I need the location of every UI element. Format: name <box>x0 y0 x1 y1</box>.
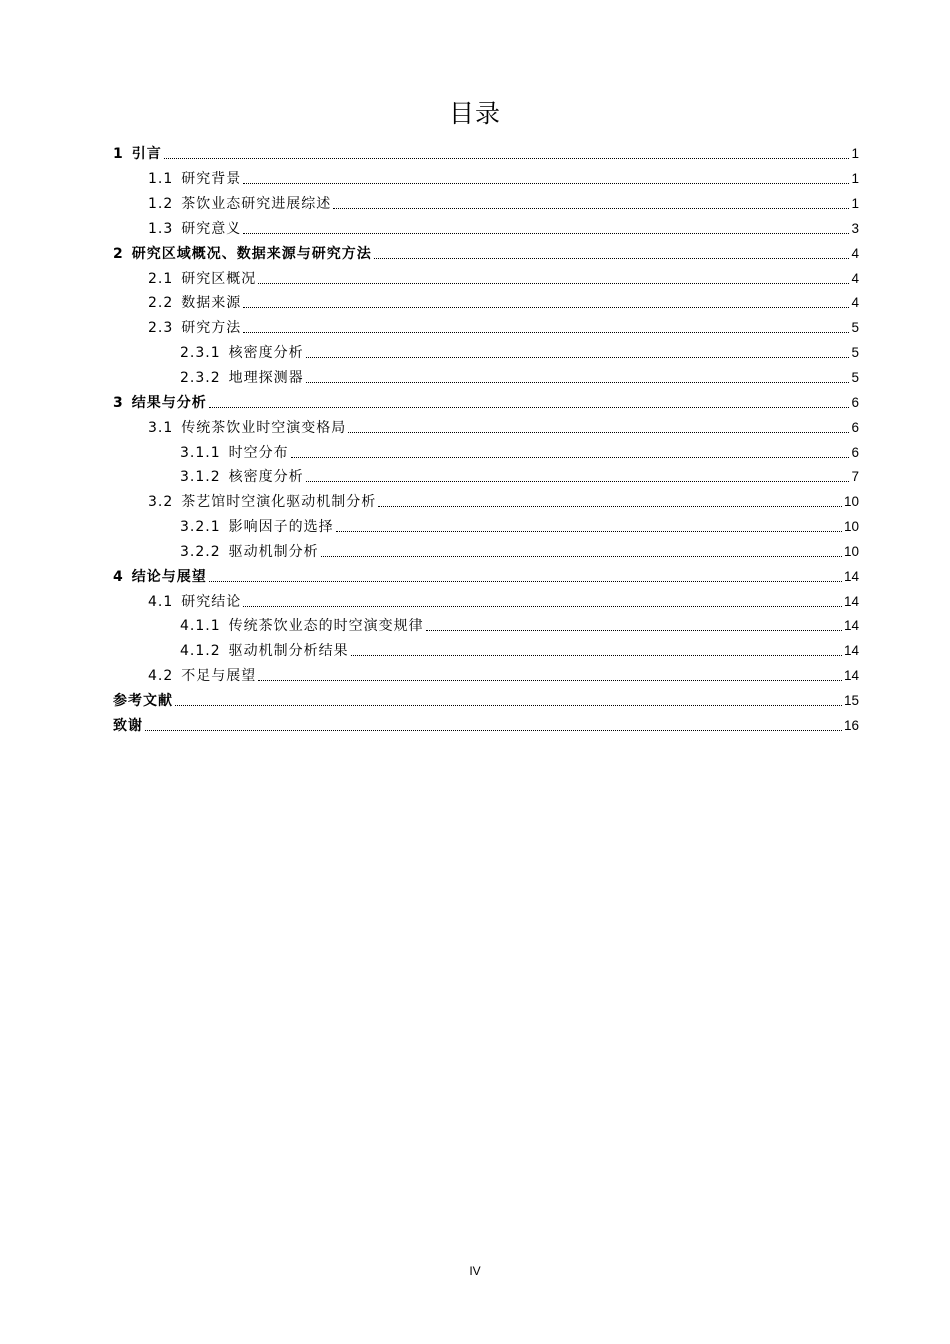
dot-leader <box>258 679 842 681</box>
toc-entry-number: 2 <box>113 245 123 262</box>
toc-entry-title: 结果与分析 <box>131 394 207 411</box>
dot-leader <box>351 654 842 656</box>
toc-entry-title: 影响因子的选择 <box>228 519 334 536</box>
page-number: IV <box>469 1264 481 1278</box>
dot-leader <box>374 257 850 259</box>
toc-entry[interactable] <box>113 689 859 714</box>
toc-entry-title: 研究区概况 <box>181 270 257 287</box>
toc-entry[interactable] <box>113 192 859 217</box>
toc-entry-page: 1 <box>851 196 859 212</box>
dot-leader <box>306 480 850 482</box>
toc-entry-title: 核密度分析 <box>228 345 304 362</box>
toc-entry-number: 4.2 <box>148 668 174 685</box>
toc-entry[interactable] <box>113 167 859 192</box>
dot-leader <box>378 505 842 507</box>
toc-entry[interactable] <box>113 142 859 167</box>
toc-entry[interactable] <box>113 540 859 565</box>
dot-leader <box>243 232 849 234</box>
toc-entry-number: 2.3.2 <box>180 370 221 387</box>
toc-entry[interactable] <box>113 217 859 242</box>
dot-leader <box>243 605 842 607</box>
toc-entry-page: 10 <box>843 494 859 510</box>
toc-entry-title: 研究背景 <box>181 171 242 188</box>
toc-entry-number: 4.1.1 <box>180 618 221 635</box>
toc-entry[interactable] <box>113 614 859 639</box>
toc-entry-page: 16 <box>843 717 859 733</box>
toc-entry-number: 1.3 <box>148 220 174 237</box>
toc-entry-number: 3.2.1 <box>180 519 221 536</box>
dot-leader <box>164 157 850 159</box>
toc-entry-page: 6 <box>851 394 859 410</box>
toc-entry-page: 14 <box>843 668 859 684</box>
dot-leader <box>336 530 842 532</box>
toc-entry-page: 1 <box>851 171 859 187</box>
toc-entry-page: 14 <box>843 618 859 634</box>
toc-entry[interactable] <box>113 390 859 415</box>
dot-leader <box>348 431 849 433</box>
page-title: 目录 <box>448 99 501 128</box>
toc-entry[interactable] <box>113 415 859 440</box>
toc-entry-title: 茶艺馆时空演化驱动机制分析 <box>181 494 377 511</box>
toc-entry-title: 地理探测器 <box>228 370 304 387</box>
dot-leader <box>209 406 850 408</box>
toc-entry-title: 传统茶饮业态的时空演变规律 <box>228 618 424 635</box>
dot-leader <box>175 704 842 706</box>
toc-entry[interactable] <box>113 713 859 738</box>
toc-entry-number: 4.1 <box>148 593 174 610</box>
dot-leader <box>243 331 849 333</box>
toc-entry[interactable] <box>113 291 859 316</box>
toc-entry[interactable] <box>113 664 859 689</box>
toc-entry-page: 6 <box>851 419 859 435</box>
dot-leader <box>243 182 849 184</box>
dot-leader <box>333 207 849 209</box>
toc-entry-title: 研究结论 <box>181 593 242 610</box>
toc-entry-title: 茶饮业态研究进展综述 <box>181 196 332 213</box>
dot-leader <box>321 555 842 557</box>
toc-entry[interactable] <box>113 266 859 291</box>
toc-entry[interactable] <box>113 465 859 490</box>
toc-entry[interactable] <box>113 564 859 589</box>
toc-entry-page: 6 <box>851 444 859 460</box>
toc-entry-number: 2.3 <box>148 320 174 337</box>
toc-entry-page: 15 <box>843 692 859 708</box>
toc-entry-page: 5 <box>851 320 859 336</box>
toc-entry-number: 3.1.2 <box>180 469 221 486</box>
toc-entry-number: 1.2 <box>148 196 174 213</box>
dot-leader <box>258 282 849 284</box>
dot-leader <box>306 381 850 383</box>
toc-entry-page: 5 <box>851 345 859 361</box>
toc-entry-page: 14 <box>843 568 859 584</box>
toc-entry-number: 4.1.2 <box>180 643 221 660</box>
dot-leader <box>291 456 850 458</box>
toc-entry-number: 2.3.1 <box>180 345 221 362</box>
dot-leader <box>145 729 842 731</box>
dot-leader <box>243 306 849 308</box>
toc-entry[interactable] <box>113 366 859 391</box>
toc-entry-number: 2.1 <box>148 270 174 287</box>
toc-entry-number: 3.1 <box>148 419 174 436</box>
toc-entry-page: 7 <box>851 469 859 485</box>
toc-entry-page: 14 <box>843 593 859 609</box>
dot-leader <box>209 580 842 582</box>
toc-entry[interactable] <box>113 589 859 614</box>
toc-entry-title: 致谢 <box>113 717 143 734</box>
toc-entry-number: 3 <box>113 394 123 411</box>
toc-entry-number: 2.2 <box>148 295 174 312</box>
toc-entry[interactable] <box>113 341 859 366</box>
toc-entry-page: 10 <box>843 519 859 535</box>
toc-entry[interactable] <box>113 490 859 515</box>
toc-entry-title: 数据来源 <box>181 295 242 312</box>
toc-entry-page: 4 <box>851 295 859 311</box>
toc-entry-number: 3.1.1 <box>180 444 221 461</box>
toc-entry-page: 5 <box>851 370 859 386</box>
toc-entry-page: 4 <box>851 245 859 261</box>
table-of-contents <box>113 142 859 738</box>
toc-entry-number: 4 <box>113 568 123 585</box>
toc-entry-number: 3.2.2 <box>180 543 221 560</box>
toc-entry-title: 时空分布 <box>228 444 289 461</box>
toc-entry-page: 1 <box>851 146 859 162</box>
toc-entry-number: 3.2 <box>148 494 174 511</box>
toc-entry-page: 4 <box>851 270 859 286</box>
toc-entry-title: 不足与展望 <box>181 668 257 685</box>
toc-entry-page: 14 <box>843 643 859 659</box>
toc-entry[interactable] <box>113 440 859 465</box>
toc-entry-title: 驱动机制分析 <box>228 543 319 560</box>
toc-entry-title: 研究区域概况、数据来源与研究方法 <box>131 245 372 262</box>
toc-entry-title: 结论与展望 <box>131 568 207 585</box>
toc-entry-title: 传统茶饮业时空演变格局 <box>181 419 347 436</box>
toc-entry-page: 3 <box>851 220 859 236</box>
dot-leader <box>426 629 842 631</box>
toc-entry-title: 研究方法 <box>181 320 242 337</box>
dot-leader <box>306 356 850 358</box>
toc-entry-title: 参考文献 <box>113 692 173 709</box>
toc-entry[interactable] <box>113 316 859 341</box>
toc-entry-title: 核密度分析 <box>228 469 304 486</box>
toc-entry[interactable] <box>113 241 859 266</box>
toc-entry-title: 研究意义 <box>181 220 242 237</box>
toc-entry[interactable] <box>113 515 859 540</box>
toc-entry-title: 引言 <box>131 146 162 163</box>
toc-entry-page: 10 <box>843 543 859 559</box>
toc-entry-title: 驱动机制分析结果 <box>228 643 349 660</box>
toc-entry-number: 1.1 <box>148 171 174 188</box>
toc-entry[interactable] <box>113 639 859 664</box>
toc-entry-number: 1 <box>113 146 123 163</box>
